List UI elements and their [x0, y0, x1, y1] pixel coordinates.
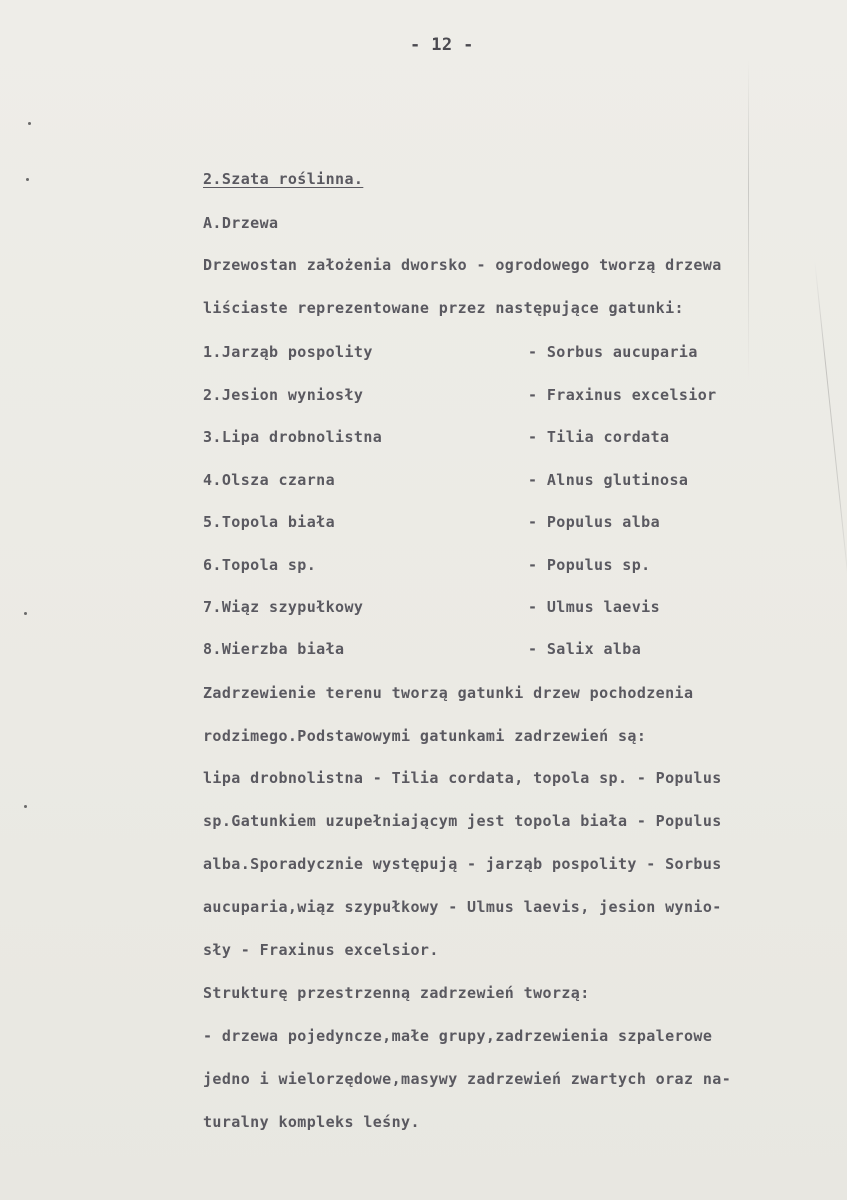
paper-speck [24, 612, 27, 615]
species-polish-name: 4.Olsza czarna [203, 471, 336, 489]
species-polish-name: 3.Lipa drobnolistna [203, 428, 383, 446]
species-latin-name: - Alnus glutinosa [528, 471, 689, 489]
species-polish-name: 5.Topola biała [203, 513, 336, 531]
species-polish-name: 1.Jarząb pospolity [203, 343, 373, 361]
species-polish-name: 2.Jesion wyniosły [203, 386, 364, 404]
paragraph-line: - drzewa pojedyncze,małe grupy,zadrzewienia szpalerowe [203, 1027, 713, 1045]
species-polish-name: 6.Topola sp. [203, 556, 317, 574]
paper-fold-mark [814, 261, 847, 599]
paragraph-line: Zadrzewienie terenu tworzą gatunki drzew pochodzenia [203, 684, 694, 702]
species-latin-name: - Salix alba [528, 640, 642, 658]
species-latin-name: - Populus alba [528, 513, 661, 531]
species-polish-name: 7.Wiąz szypułkowy [203, 598, 364, 616]
paragraph-line: turalny kompleks leśny. [203, 1113, 420, 1131]
paragraph-line: sły - Fraxinus excelsior. [203, 941, 439, 959]
paragraph-line: sp.Gatunkiem uzupełniającym jest topola biała - Populus [203, 812, 722, 830]
species-latin-name: - Populus sp. [528, 556, 651, 574]
paragraph-line: aucuparia,wiąz szypułkowy - Ulmus laevis, jesion wynio- [203, 898, 722, 916]
paper-speck [24, 805, 27, 808]
species-latin-name: - Tilia cordata [528, 428, 670, 446]
section-title: 2.Szata roślinna. [203, 170, 364, 188]
page-number: - 12 - [410, 35, 474, 55]
species-latin-name: - Fraxinus excelsior [528, 386, 717, 404]
paragraph-line: alba.Sporadycznie występują - jarząb pospolity - Sorbus [203, 855, 722, 873]
paragraph-line: Strukturę przestrzenną zadrzewień tworzą: [203, 984, 590, 1002]
paragraph-line: lipa drobnolistna - Tilia cordata, topola sp. - Populus [203, 769, 722, 787]
paragraph-line: jedno i wielorzędowe,masywy zadrzewień zwartych oraz na- [203, 1070, 732, 1088]
species-polish-name: 8.Wierzba biała [203, 640, 345, 658]
paragraph-line: rodzimego.Podstawowymi gatunkami zadrzewień są: [203, 727, 647, 745]
paper-speck [26, 178, 29, 181]
species-latin-name: - Ulmus laevis [528, 598, 661, 616]
paper-crease-mark [748, 60, 749, 380]
intro-line: liściaste reprezentowane przez następujące gatunki: [203, 299, 684, 317]
intro-line: Drzewostan założenia dworsko - ogrodowego tworzą drzewa [203, 256, 722, 274]
subsection-title: A.Drzewa [203, 214, 279, 232]
species-latin-name: - Sorbus aucuparia [528, 343, 698, 361]
paper-speck [28, 122, 31, 125]
